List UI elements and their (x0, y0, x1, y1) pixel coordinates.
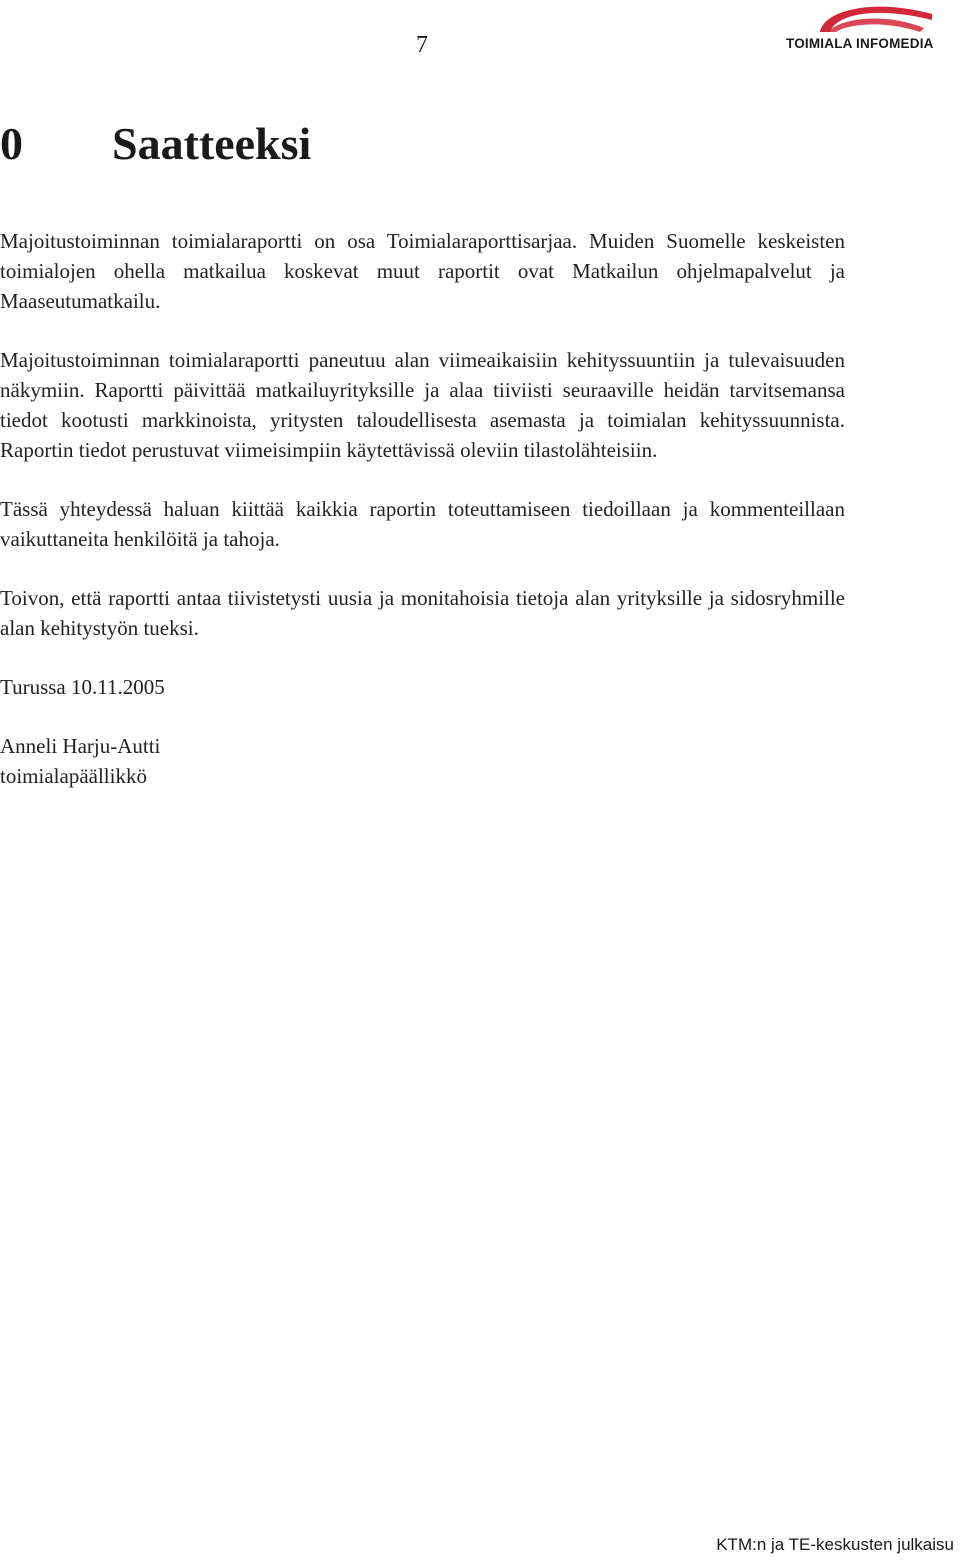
signature-name: Anneli Harju-Autti (0, 734, 161, 758)
chapter-heading (0, 116, 311, 172)
chapter-number: 0 (0, 118, 23, 169)
paragraph-intro: Majoitustoiminnan toimialaraportti on osa Toimialaraporttisarjaa. Muiden Suomelle keskeisten toimialojen ohella matkailua koskevat muut raportit ovat Matkailun ohjelmapalvelut ja Maaseutumatkailu. (0, 229, 845, 313)
logo-text: TOIMIALA INFOMEDIA (786, 36, 934, 51)
body-text (0, 226, 845, 791)
paragraph-thanks: Tässä yhteydessä haluan kiittää kaikkia raportin toteuttamiseen tiedoillaan ja kommenteillaan vaikuttaneita henkilöitä ja tahoja. (0, 497, 845, 551)
chapter-title: Saatteeksi (112, 118, 312, 169)
swoosh-logo-icon (814, 0, 938, 36)
signature-title: toimialapäällikkö (0, 764, 147, 788)
paragraph-purpose: Majoitustoiminnan toimialaraportti paneutuu alan viimeaikaisiin kehityssuuntiin ja tulevaisuuden näkymiin. Raportti päivittää matkailuyrityksille ja alaa tiiviisti seuraaville heidän tarvitsemansa tiedot kootusti markkinoista, yritysten taloudellisesta asemasta ja toimialan kehityssuunnista. Raportin tiedot perustuvat viimeisimpiin käytettävissä oleviin tilastolähteisiin. (0, 348, 845, 462)
toimiala-infomedia-logo (786, 0, 958, 56)
footer-publisher: KTM:n ja TE-keskusten julkaisu (716, 1535, 954, 1554)
place-date: Turussa 10.11.2005 (0, 675, 165, 699)
page-number: 7 (416, 32, 428, 58)
paragraph-wish: Toivon, että raportti antaa tiivistetysti uusia ja monitahoisia tietoja alan yrityksille ja sidosryhmille alan kehitystyön tueksi. (0, 586, 845, 640)
